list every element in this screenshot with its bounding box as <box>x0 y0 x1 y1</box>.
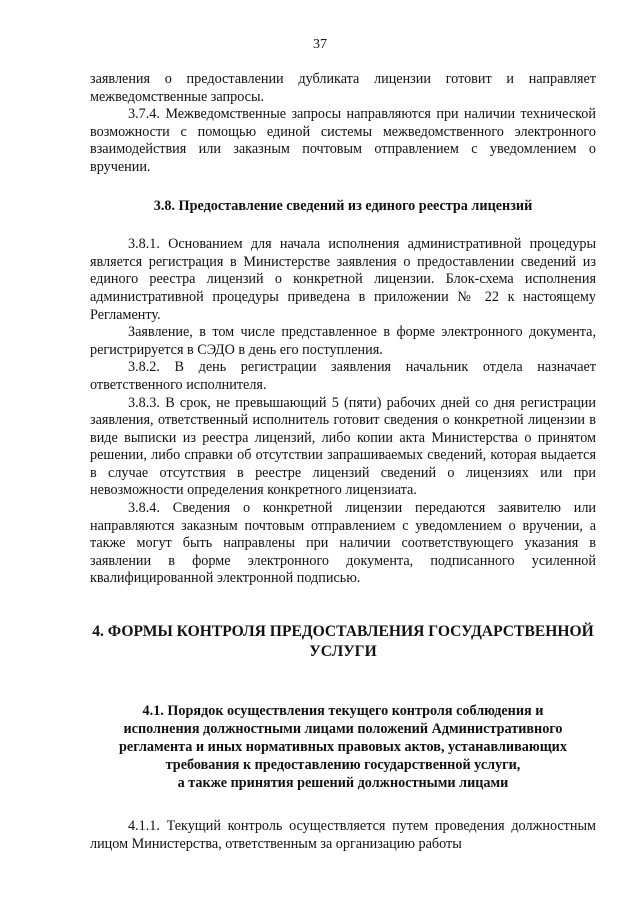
paragraph-4-1-1: 4.1.1. Текущий контроль осуществляется путем проведения должностным лицом Министерства, ответственным за организацию работы <box>90 818 596 852</box>
paragraph-3-8-4: 3.8.4. Сведения о конкретной лицензии передаются заявителю или направляются заказным почтовым отправлением с уведомлением о вручении, а также могут быть направлены при наличии соответствующего указания в заявлении в форме электронного документа, подписанного усиленной квалифицированной электронной подписью. <box>90 500 596 587</box>
paragraph-3-8-1: 3.8.1. Основанием для начала исполнения административной процедуры является регистрация в Министерстве заявления о предоставлении сведений из единого реестра лицензий о конкретной лицензии. Блок-схема исполнения административной процедуры приведена в приложении № 22 к настоящему Регламенту. <box>90 236 596 323</box>
document-body <box>90 71 596 853</box>
page-number: 37 <box>313 37 327 52</box>
paragraph-continuation: заявления о предоставлении дубликата лицензии готовит и направляет межведомственные запросы. <box>90 71 596 105</box>
section-heading-line-2: исполнения должностными лицами положений Административного <box>123 721 563 738</box>
chapter-heading-4 <box>90 622 596 662</box>
paragraph-3-7-4: 3.7.4. Межведомственные запросы направляются при наличии технической возможности с помощью единой системы межведомственного электронного взаимодействия или заказным почтовым отправлением с уведомлением о вручении. <box>90 106 596 175</box>
paragraph-3-8-2: 3.8.2. В день регистрации заявления начальник отдела назначает ответственного исполнителя. <box>90 359 596 393</box>
chapter-heading-line-1: 4. ФОРМЫ КОНТРОЛЯ ПРЕДОСТАВЛЕНИЯ ГОСУДАРСТВЕННОЙ <box>92 623 594 641</box>
section-heading-line-3: регламента и иных нормативных правовых актов, устанавливающих <box>119 739 567 756</box>
section-heading-line-4: требования к предоставлению государственной услуги, <box>165 757 521 774</box>
chapter-heading-line-2: УСЛУГИ <box>309 643 377 661</box>
section-heading-4-1 <box>90 702 596 792</box>
section-heading-line-1: 4.1. Порядок осуществления текущего контроля соблюдения и <box>142 703 544 720</box>
paragraph-3-8-3: 3.8.3. В срок, не превышающий 5 (пяти) рабочих дней со дня регистрации заявления, ответственный исполнитель готовит сведения о конкретной лицензии в виде выписки из реестра лицензий, либо копии акта Министерства о принятом решении, либо справки об отсутствии запрашиваемых сведений, которая выдается в случае отсутствия в реестре лицензий сведений о лицензиях или при невозможности определения конкретного лицензиата. <box>90 394 596 499</box>
paragraph-registration: Заявление, в том числе представленное в форме электронного документа, регистрируется в СЭДО в день его поступления. <box>90 324 596 358</box>
section-heading-line-5: а также принятия решений должностными лицами <box>177 775 509 792</box>
subsection-heading-3-8: 3.8. Предоставление сведений из единого реестра лицензий <box>153 197 533 214</box>
